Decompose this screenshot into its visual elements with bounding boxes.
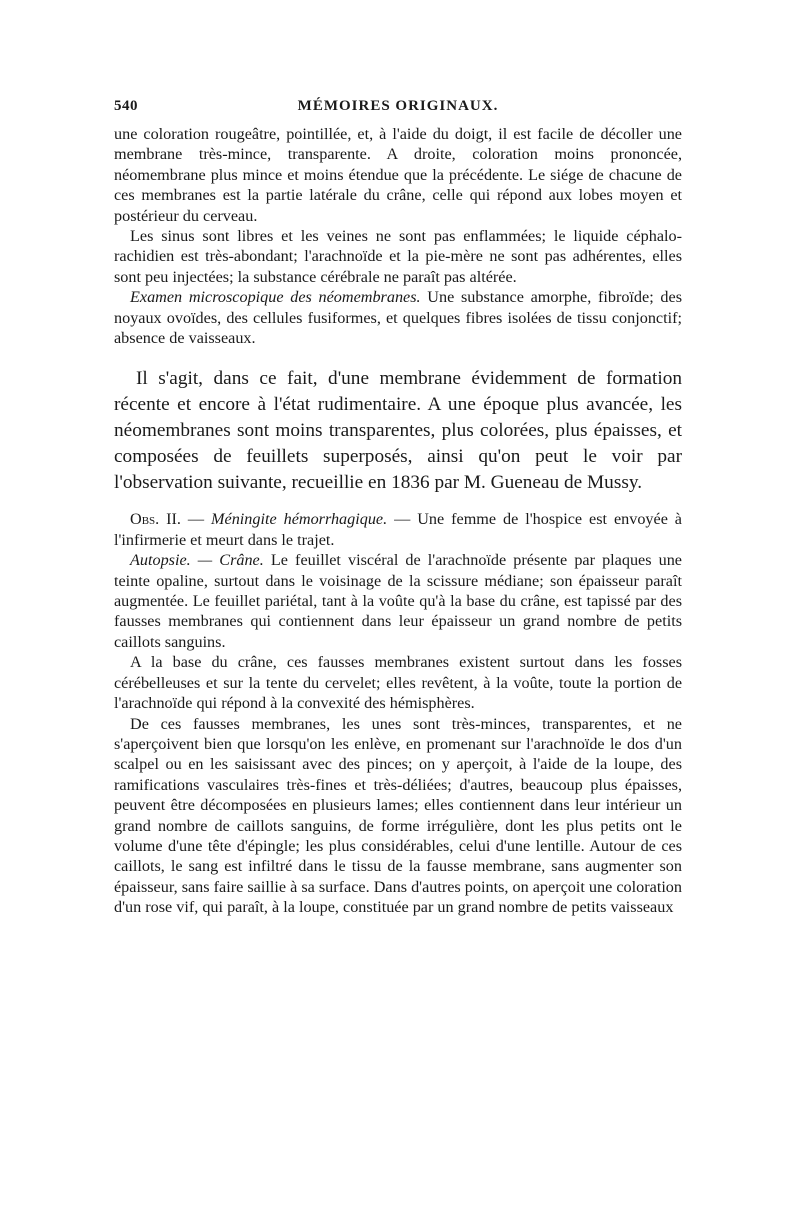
paragraph-autopsie	[114, 550, 682, 652]
paragraph-examen	[114, 287, 682, 348]
autopsie-label: Autopsie. — Crâne.	[130, 551, 264, 570]
paragraph-commentary: Il s'agit, dans ce fait, d'une membrane évidemment de formation récente et encore à l'état rudimentaire. A une époque plus avancée, les néomembranes sont moins transparentes, plus colorées, plus épaisses, et composées de feuillets superposés, ainsi qu'on peut le voir par l'observation suivante, recueillie en 1836 par M. Gueneau de Mussy.	[114, 368, 682, 493]
obs-rest: — Une femme de l'hospice est envoyée à l'infirmerie et meurt dans le trajet.	[114, 510, 682, 549]
observation-2	[114, 509, 682, 917]
paragraph-fausses-membranes: De ces fausses membranes, les unes sont très-minces, transparentes, et ne s'aperçoivent bien que lorsqu'on les enlève, en promenant sur l'arachnoïde le dos d'un scalpel ou en les saisissant avec des pinces; on y aperçoit, à l'aide de la loupe, des ramifications vasculaires très-fines et très-déliées; d'autres, beaucoup plus épaisses, peuvent être décomposées en plusieurs lames; elles contiennent dans leur intérieur un grand nombre de caillots sanguins, de forme irrégulière, dont les plus petits ont le volume d'une tête d'épingle; les plus considérables, celui d'une lentille. Autour de ces caillots, le sang est infiltré dans le tissu de la fausse membrane, sans augmenter son épaisseur, sans faire saillie à sa surface. Dans d'autres points, on aperçoit une coloration d'un rose vif, qui paraît, à la loupe, constituée par un grand nombre de petits vaisseaux	[114, 714, 682, 917]
examen-text: Une substance amorphe, fibroïde; des noyaux ovoïdes, des cellules fusiformes, et quelques fibres isolées de tissu conjonctif; absence de vaisseaux.	[114, 288, 682, 348]
running-header	[114, 98, 682, 124]
obs-title: Méningite hémorrhagique.	[211, 510, 388, 529]
autopsie-text: Le feuillet viscéral de l'arachnoïde présente par plaques une teinte opaline, surtout dans le voisinage de la scissure médiane; son épaisseur paraît augmentée. Le feuillet pariétal, tant à la voûte qu'à la base du crâne, est tapissé par des fausses membranes qui contiennent dans leur épaisseur un grand nombre de petits caillots sanguins.	[114, 551, 682, 651]
running-title: MÉMOIRES ORIGINAUX.	[297, 98, 499, 114]
examen-label: Examen microscopique des néomembranes.	[130, 288, 421, 307]
commentary-block	[114, 366, 682, 495]
paragraph-coloration: une coloration rougeâtre, pointillée, et, à l'aide du doigt, il est facile de décoller une membrane très-mince, transparente. A droite, coloration moins prononcée, néomembrane plus mince et moins étendue que la précédente. Le siége de chacune de ces membranes est la partie latérale du crâne, celle qui répond aux lobes moyen et postérieur du cerveau.	[114, 125, 682, 225]
page-number: 540	[114, 98, 138, 114]
paragraph-base: A la base du crâne, ces fausses membranes existent surtout dans les fosses cérébelleuses et sur la tente du cervelet; elles revêtent, à la voûte, toute la portion de l'arachnoïde qui répond à la convexité des hémisphères.	[114, 653, 682, 713]
observation-continued	[114, 124, 682, 348]
paragraph-sinus: Les sinus sont libres et les veines ne sont pas enflammées; le liquide céphalo-rachidien est très-abondant; l'arachnoïde et la pie-mère ne sont pas adhérentes, elles sont peu injectées; la substance cérébrale ne paraît pas altérée.	[114, 227, 682, 286]
obs-dash: —	[180, 510, 212, 529]
paragraph-obs-heading	[114, 509, 682, 550]
obs-label: Obs. II.	[130, 510, 181, 529]
